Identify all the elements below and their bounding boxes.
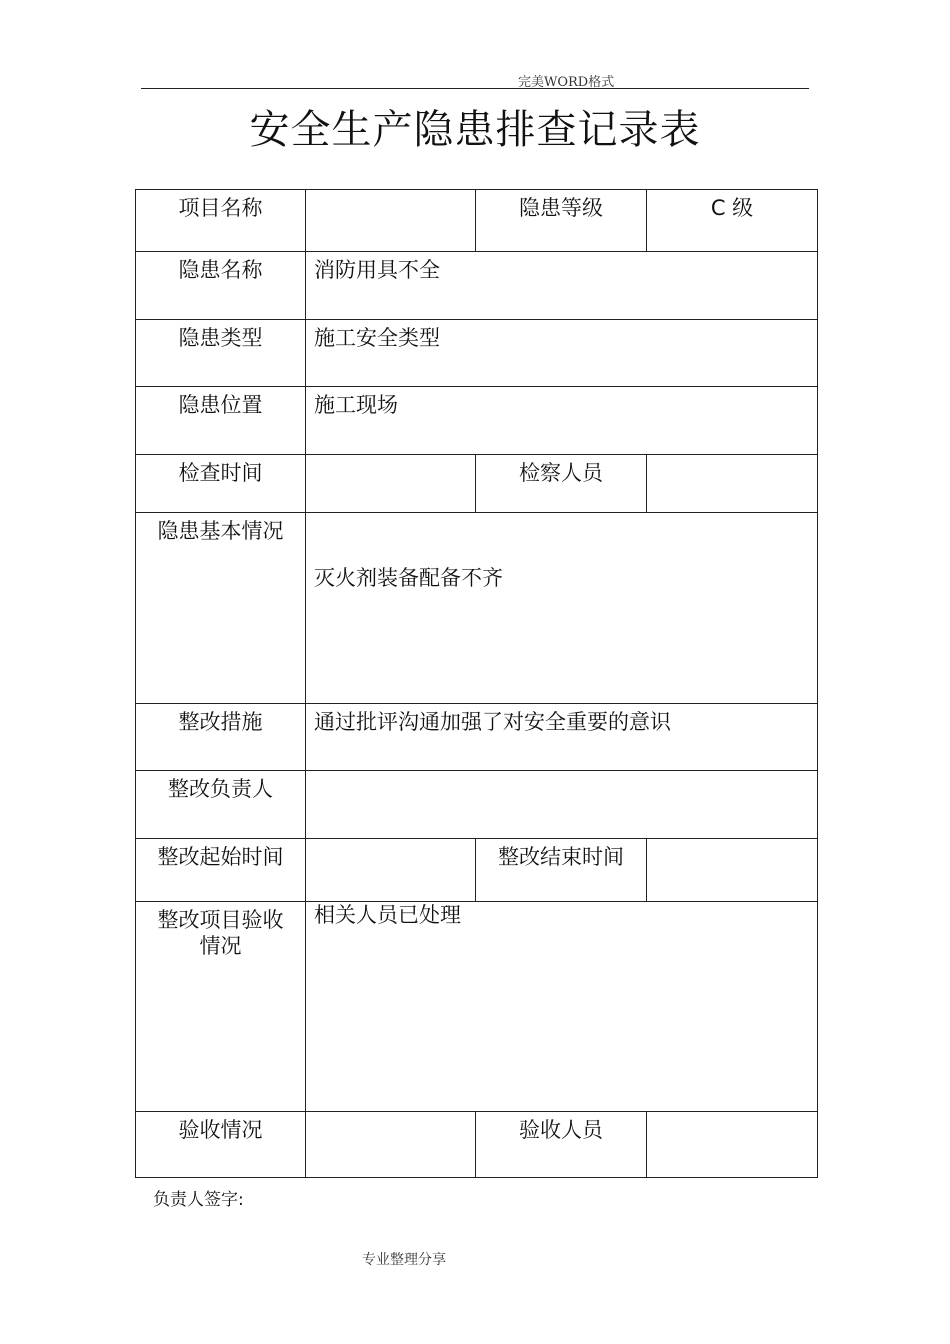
acceptance-field[interactable] — [306, 1112, 476, 1178]
rectify-measures-field[interactable]: 通过批评沟通加强了对安全重要的意识 — [306, 704, 818, 771]
signature-label: 负责人签字: — [153, 1190, 244, 1210]
acceptor-field[interactable] — [647, 1112, 818, 1178]
header-rule — [141, 88, 809, 89]
check-time-label: 检查时间 — [136, 455, 306, 513]
basic-situation-field[interactable]: 灭火剂装备配备不齐 — [306, 513, 818, 704]
project-name-label: 项目名称 — [136, 190, 306, 252]
page-header-text: 完美WORD格式 — [518, 75, 615, 90]
hazard-location-label: 隐患位置 — [136, 387, 306, 455]
table-row — [136, 252, 818, 320]
table-row — [136, 902, 818, 1112]
table-row — [136, 771, 818, 839]
rectify-measures-label: 整改措施 — [136, 704, 306, 771]
hazard-type-field[interactable]: 施工安全类型 — [306, 320, 818, 387]
acceptance-situation-label — [136, 902, 306, 1112]
hazard-name-field[interactable]: 消防用具不全 — [306, 252, 818, 320]
acceptance-label: 验收情况 — [136, 1112, 306, 1178]
acceptance-situation-field[interactable]: 相关人员已处理 — [306, 902, 818, 1112]
table-row — [136, 513, 818, 704]
table-row — [136, 455, 818, 513]
project-name-field[interactable] — [306, 190, 476, 252]
check-time-field[interactable] — [306, 455, 476, 513]
page-footer-text: 专业整理分享 — [362, 1252, 446, 1268]
hazard-level-label: 隐患等级 — [476, 190, 647, 252]
acceptance-situation-label-line2: 情况 — [199, 934, 242, 958]
acceptance-situation-label-line1: 整改项目验收 — [157, 908, 284, 932]
table-row — [136, 320, 818, 387]
rectify-owner-label: 整改负责人 — [136, 771, 306, 839]
hazard-type-label: 隐患类型 — [136, 320, 306, 387]
acceptor-label: 验收人员 — [476, 1112, 647, 1178]
rectify-start-field[interactable] — [306, 839, 476, 902]
rectify-start-label: 整改起始时间 — [136, 839, 306, 902]
hazard-record-table — [135, 189, 818, 1178]
table-row — [136, 1112, 818, 1178]
rectify-end-field[interactable] — [647, 839, 818, 902]
table-row — [136, 387, 818, 455]
table-row — [136, 190, 818, 252]
inspector-field[interactable] — [647, 455, 818, 513]
hazard-name-label: 隐患名称 — [136, 252, 306, 320]
page-title: 安全生产隐患排查记录表 — [249, 107, 701, 153]
hazard-location-field[interactable]: 施工现场 — [306, 387, 818, 455]
rectify-owner-field[interactable] — [306, 771, 818, 839]
inspector-label: 检察人员 — [476, 455, 647, 513]
table-row — [136, 704, 818, 771]
basic-situation-label: 隐患基本情况 — [136, 513, 306, 704]
rectify-end-label: 整改结束时间 — [476, 839, 647, 902]
hazard-level-field[interactable]: C 级 — [647, 190, 818, 252]
table-row — [136, 839, 818, 902]
